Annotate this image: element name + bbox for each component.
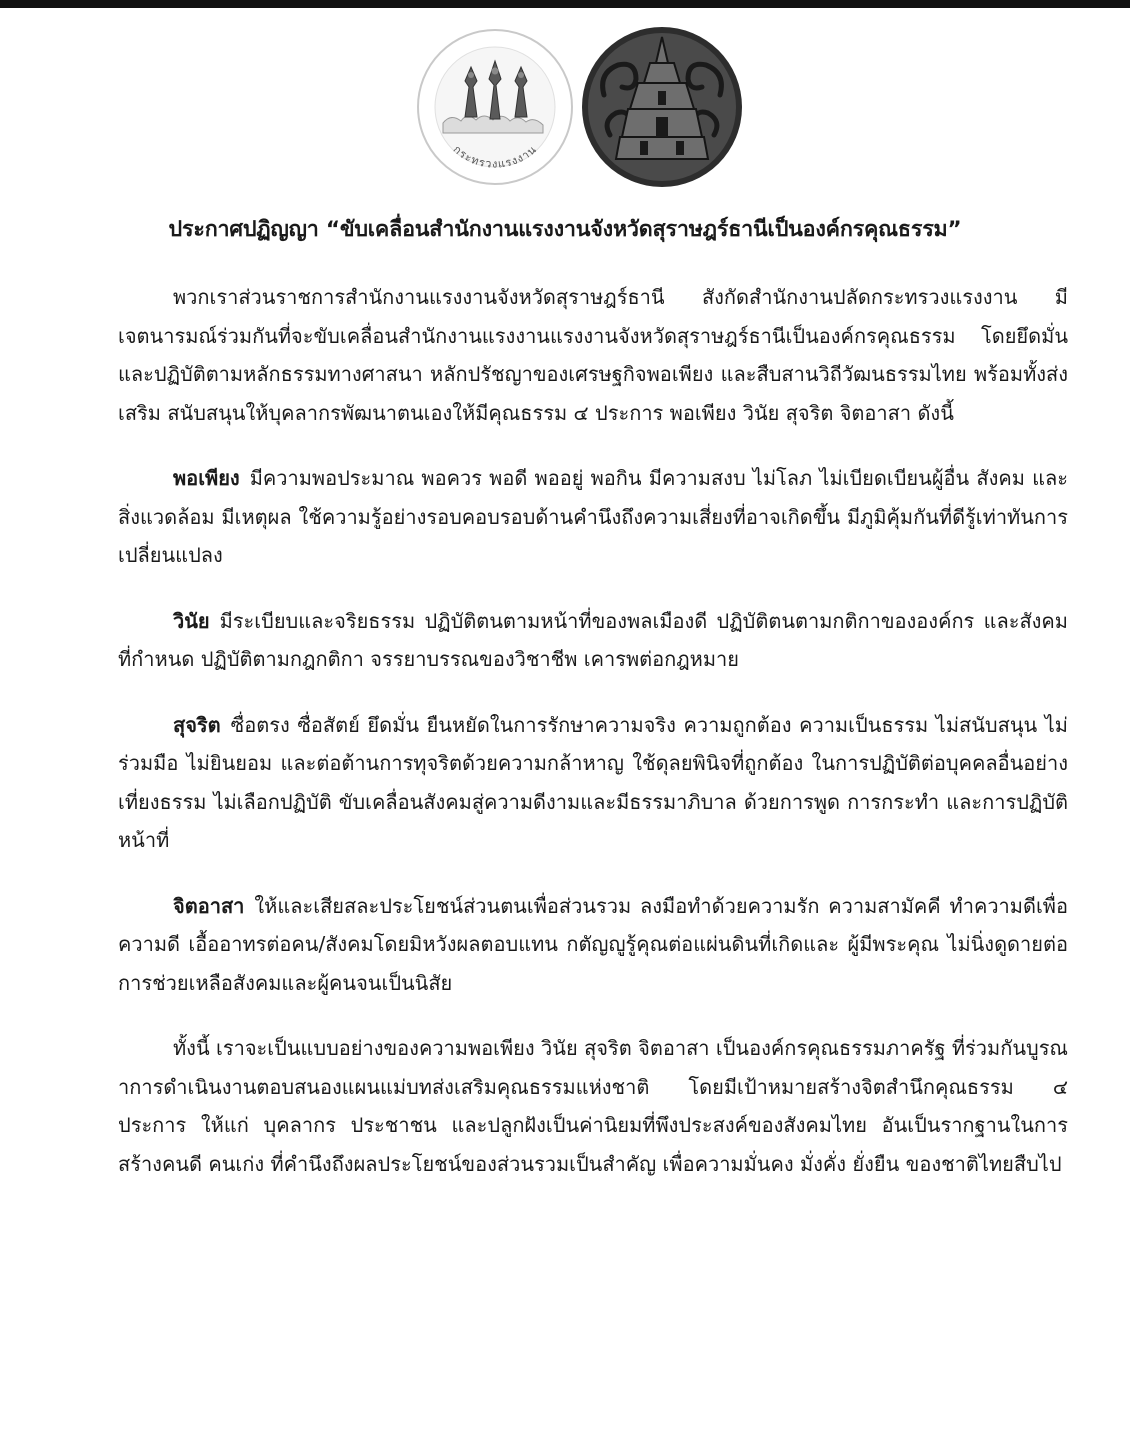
- surat-thani-province-seal-icon: [580, 25, 744, 189]
- virtue-term: วินัย: [173, 608, 210, 633]
- conclusion-paragraph: ทั้งนี้ เราจะเป็นแบบอย่างของความพอเพียง วินัย สุจริต จิตอาสา เป็นองค์กรคุณธรรมภาครัฐ ที่ร่วมกันบูรณาการดำเนินงานตอบสนองแผนแม่บทส่งเสริมคุณธรรมแห่งชาติ โดยมีเป้าหมายสร้างจิตสำนึกคุณธรรม ๔ ประการ ให้แก่ บุคลากร ประชาชน และปลูกฝังเป็นค่านิยมที่พึงประสงค์ของสังคมไทย อันเป็นรากฐานในการสร้างคนดี คนเก่ง ที่คำนึงถึงผลประโยชน์ของส่วนรวมเป็นสำคัญ เพื่อความมั่นคง มั่งคั่ง ยั่งยืน ของชาติไทยสืบไป: [118, 1036, 1068, 1176]
- virtue-paragraph-honesty: [118, 706, 1068, 860]
- virtue-description: ซื่อตรง ซื่อสัตย์ ยึดมั่น ยืนหยัดในการรักษาความจริง ความถูกต้อง ความเป็นธรรม ไม่สนับสนุน ไม่ร่วมมือ ไม่ยินยอม และต่อต้านการทุจริตด้วยความกล้าหาญ ใช้ดุลยพินิจที่ถูกต้อง ในการปฏิบัติต่อบุคคลอื่นอย่างเที่ยงธรรม ไม่เลือกปฏิบัติ ขับเคลื่อนสังคมสู่ความดีงามและมีธรรมาภิบาล ด้วยการพูด การกระทำ และการปฏิบัติหน้าที่: [118, 712, 1068, 852]
- virtue-term: สุจริต: [173, 712, 221, 737]
- virtue-description: มีระเบียบและจริยธรรม ปฏิบัติตนตามหน้าที่ของพลเมืองดี ปฏิบัติตนตามกติกาขององค์กร และสังคมที่กำหนด ปฏิบัติตามกฎกติกา จรรยาบรรณของวิชาชีพ เคารพต่อกฎหมาย: [118, 608, 1068, 671]
- intro-paragraph: พวกเราส่วนราชการสำนักงานแรงงานจังหวัดสุราษฎร์ธานี สังกัดสำนักงานปลัดกระทรวงแรงงาน มีเจตนารมณ์ร่วมกันที่จะขับเคลื่อนสำนักงานแรงงานแรงงานจังหวัดสุราษฎร์ธานีเป็นองค์กรคุณธรรม โดยยึดมั่นและปฏิบัติตามหลักธรรมทางศาสนา หลักปรัชญาของเศรษฐกิจพอเพียง และสืบสานวิถีวัฒนธรรมไทย พร้อมทั้งส่งเสริม สนับสนุนให้บุคลากรพัฒนาตนเองให้มีคุณธรรม ๔ ประการ พอเพียง วินัย สุจริต จิตอาสา ดังนี้: [118, 285, 1068, 425]
- ministry-of-labour-logo-icon: [415, 27, 575, 187]
- virtue-description: ให้และเสียสละประโยชน์ส่วนตนเพื่อส่วนรวม ลงมือทำด้วยความรัก ความสามัคคี ทำความดีเพื่อความดี เอื้ออาทรต่อคน/สังคมโดยมิหวังผลตอบแทน กตัญญูรู้คุณต่อแผ่นดินที่เกิดและ ผู้มีพระคุณ ไม่นิ่งดูดายต่อการช่วยเหลือสังคมและผู้คนจนเป็นนิสัย: [118, 893, 1068, 995]
- top-border: [0, 0, 1130, 8]
- virtue-paragraph-discipline: [118, 602, 1068, 679]
- page-title: ประกาศปฏิญญา “ขับเคลื่อนสำนักงานแรงงานจังหวัดสุราษฎร์ธานีเป็นองค์กรคุณธรรม”: [168, 217, 962, 242]
- virtue-description: มีความพอประมาณ พอควร พอดี พออยู่ พอกิน มีความสงบ ไม่โลภ ไม่เบียดเบียนผู้อื่น สังคม และสิ่งแวดล้อม มีเหตุผล ใช้ความรู้อย่างรอบคอบรอบด้านคำนึงถึงความเสี่ยงที่อาจเกิดขึ้น มีภูมิคุ้มกันที่ดีรู้เท่าทันการเปลี่ยนแปลง: [118, 466, 1068, 567]
- document-body: [118, 278, 1068, 1183]
- virtue-paragraph-sufficiency: [118, 459, 1068, 575]
- virtue-term: พอเพียง: [173, 466, 240, 490]
- logo-caption: กระทรวงแรงงาน: [450, 142, 540, 171]
- virtue-paragraph-volunteer-spirit: [118, 887, 1068, 1003]
- virtue-term: จิตอาสา: [173, 893, 245, 918]
